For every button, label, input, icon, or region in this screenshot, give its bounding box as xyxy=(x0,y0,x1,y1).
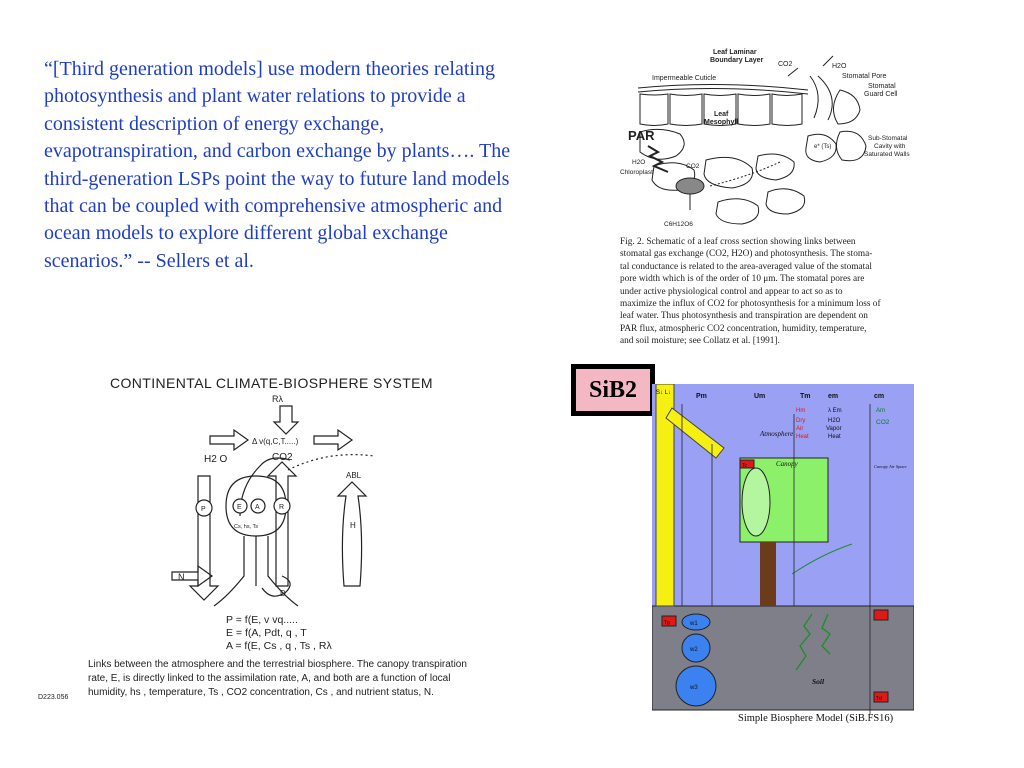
label-vapor-heat: Heat xyxy=(828,434,841,440)
label-r: R xyxy=(279,504,285,511)
sib2-caption: Simple Biosphere Model (SiB.FS16) xyxy=(738,713,894,724)
label-am: Am xyxy=(876,408,885,414)
label-hm: Hm xyxy=(796,408,806,414)
sib2-model-diagram xyxy=(652,384,914,730)
equation-a: A = f(E, Cs , q , Ts , Rλ xyxy=(226,640,332,652)
label-w1: w1 xyxy=(690,621,698,627)
label-rl: Rλ xyxy=(272,394,283,404)
label-p: P xyxy=(201,506,206,513)
label-sl: S↓ L↓ xyxy=(656,390,672,396)
label-cavity2: Cavity with xyxy=(874,143,906,150)
label-mesophyll2: Mesophyll xyxy=(704,119,739,126)
caption-line: under active physiological control and appear to act so as to xyxy=(620,286,843,297)
caption-line: rate, E, is directly linked to the assimilation rate, A, and both are a function of local xyxy=(88,673,451,684)
label-cs: Cs, hs, Ts xyxy=(234,524,259,530)
label-h2o: H2O xyxy=(832,63,847,70)
leaf-cross-section-diagram xyxy=(618,36,918,236)
label-cavity3: Saturated Walls xyxy=(864,151,910,158)
continental-climate-diagram xyxy=(26,366,506,642)
tg-box-right xyxy=(874,610,888,620)
label-w3: w3 xyxy=(690,685,698,691)
continental-title: CONTINENTAL CLIMATE-BIOSPHERE SYSTEM xyxy=(110,375,433,391)
caption-line: pore width which is of the order of 10 μm. The stomatal pores are xyxy=(620,274,865,285)
sellers-quote: “[Third generation models] use modern theories relating photosynthesis and plant water relations to provide a consistent description of energy exchange, evapotranspiration, and carbon exchange by plants…. The third-generation LSPs point the way to future land models that can be coupled with comprehensive atmospheric and ocean models to explore different global exchange scenarios.” -- Sellers et al. xyxy=(44,58,511,272)
caption-line: Links between the atmosphere and the terrestrial biosphere. The canopy transpiration xyxy=(88,659,467,670)
label-n: N xyxy=(178,572,185,582)
label-h: H xyxy=(350,521,356,530)
label-co2: CO2 xyxy=(272,452,293,463)
label-co2: CO2 xyxy=(778,61,793,68)
label-tg: Tg xyxy=(664,620,670,626)
label-h2o: H2O xyxy=(828,418,841,424)
label-canopy: Canopy xyxy=(776,460,798,468)
label-e: E xyxy=(237,504,242,511)
caption-line: PAR flux, atmospheric CO2 concentration, humidity, temperature, xyxy=(620,323,867,334)
label-delta: Δ v(q,C,T.....) xyxy=(252,437,299,446)
label-soil: Soil xyxy=(812,677,825,686)
label-stomatal-pore: Stomatal Pore xyxy=(842,73,887,80)
label-vapor: Vapor xyxy=(826,426,842,432)
label-dry: Dry xyxy=(796,418,806,424)
label-sugar: C6H12O6 xyxy=(664,221,693,228)
label-heat: Heat xyxy=(796,434,809,440)
caption-line: maximize the influx of CO2 for photosynthesis for a minimum loss of xyxy=(620,299,881,310)
label-canopy-air: Canopy Air Space xyxy=(874,464,907,469)
label-chloroplast: Chloroplast xyxy=(620,169,653,176)
label-um: Um xyxy=(754,393,766,400)
label-cuticle: Impermeable Cuticle xyxy=(652,75,717,82)
label-d: D xyxy=(280,589,286,598)
caption-line: and soil moisture; see Collatz et al. [1991]. xyxy=(620,336,780,347)
caption-line: Fig. 2. Schematic of a leaf cross section showing links between xyxy=(620,237,856,247)
caption-line: humidity, hs , temperature, Ts , CO2 concentration, Cs , and nutrient status, N. xyxy=(88,687,434,698)
label-es: e* (Ts) xyxy=(814,144,832,150)
label-boundary2: Boundary Layer xyxy=(710,57,764,64)
label-abl: ABL xyxy=(346,471,362,480)
label-cavity: Sub-Stomatal xyxy=(868,135,908,142)
label-guard2: Guard Cell xyxy=(864,91,898,98)
label-le: λ Em xyxy=(828,408,842,414)
label-pm: Pm xyxy=(696,393,707,400)
label-co2-chl: CO2 xyxy=(686,163,700,170)
label-tc: Tc xyxy=(742,463,747,469)
continental-caption xyxy=(88,658,508,700)
sib2-badge xyxy=(571,364,655,416)
label-mesophyll: Leaf xyxy=(714,111,729,118)
label-atmosphere: Atmosphere xyxy=(760,430,794,438)
label-tm: Tm xyxy=(800,393,811,400)
label-em: em xyxy=(828,393,839,400)
label-w2: w2 xyxy=(690,647,698,653)
label-co2: CO2 xyxy=(876,419,890,426)
label-a: A xyxy=(255,504,260,511)
equation-e: E = f(A, Pdt, q , T xyxy=(226,627,307,639)
caption-line: leaf water. Thus photosynthesis and transpiration are dependent on xyxy=(620,311,868,322)
label-boundary: Leaf Laminar xyxy=(713,49,757,56)
label-td: Td xyxy=(876,696,882,702)
label-air: Air xyxy=(796,426,804,432)
leaf-figure-caption xyxy=(620,236,916,348)
caption-line: tal conductance is related to the area-averaged value of the stomatal xyxy=(620,261,872,272)
label-guard: Stomatal xyxy=(868,83,896,90)
label-par: PAR xyxy=(628,128,655,143)
caption-line: stomatal gas exchange (CO2, H2O) and photosynthesis. The stoma- xyxy=(620,249,873,260)
leaf-shape xyxy=(742,468,770,536)
label-h2o-chl: H2O xyxy=(632,159,646,166)
label-cm: cm xyxy=(874,393,885,400)
figure-code: D223.056 xyxy=(38,694,69,701)
sib2-badge-label: SiB2 xyxy=(576,369,650,411)
label-h2o: H2 O xyxy=(204,454,228,465)
tree-trunk xyxy=(760,542,776,606)
equation-p: P = f(E, v vq..... xyxy=(226,614,298,626)
